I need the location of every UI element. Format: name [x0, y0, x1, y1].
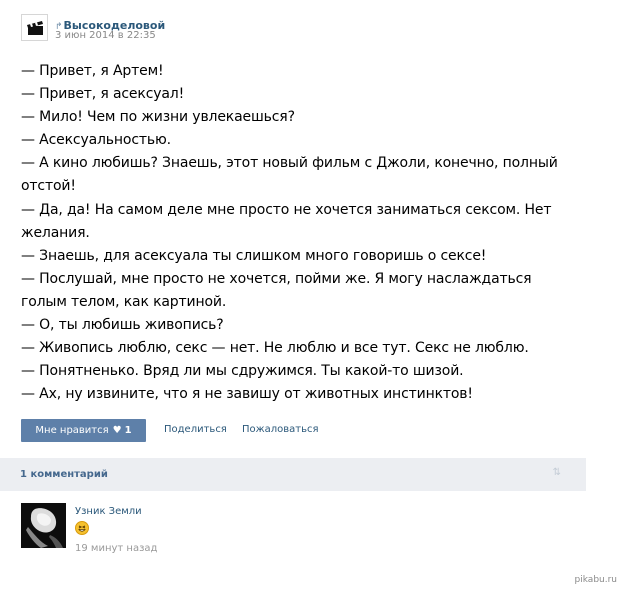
sort-arrows-icon[interactable]: ⇅	[552, 467, 561, 478]
post-text-line: — Живопись люблю, секс — нет. Не люблю и все тут. Секс не люблю.	[21, 340, 529, 357]
watermark: pikabu.ru	[574, 575, 617, 585]
like-button[interactable]	[21, 419, 146, 442]
like-count: 1	[124, 425, 132, 436]
post-text-line: желания.	[21, 224, 90, 241]
repost-icon: ↱	[55, 22, 63, 32]
like-label: Мне нравится	[35, 425, 109, 436]
avatar-photo	[21, 503, 66, 548]
post-text-line: — Мило! Чем по жизни увлекаешься?	[21, 109, 295, 126]
post-text-line: отстой!	[21, 178, 76, 195]
comments-header[interactable]	[0, 458, 586, 491]
post-text-line: — Привет, я Артем!	[21, 63, 164, 79]
report-link[interactable]: Пожаловаться	[242, 424, 319, 435]
post-text-line: голым телом, как картиной.	[21, 293, 227, 310]
author-avatar[interactable]	[21, 14, 48, 41]
clapperboard-icon	[22, 15, 47, 40]
post-date[interactable]: 3 июн 2014 в 22:35	[55, 30, 156, 41]
commenter-name-link[interactable]: Узник Земли	[75, 506, 142, 517]
post-text-line: — Да, да! На самом деле мне просто не хочется заниматься сексом. Нет	[21, 201, 552, 218]
commenter-avatar[interactable]	[21, 503, 66, 548]
heart-icon: ♥	[112, 425, 122, 436]
post-text-line: — Ах, ну извините, что я не завишу от животных инстинктов!	[21, 386, 473, 403]
post-text-line: — Послушай, мне просто не хочется, пойми же. Я могу наслаждаться	[21, 270, 532, 287]
comment-time[interactable]: 19 минут назад	[75, 543, 158, 554]
comments-count: 1 комментарий	[20, 469, 108, 480]
post-text-line: — О, ты любишь живопись?	[21, 317, 224, 334]
post-text-line: — Понятненько. Вряд ли мы сдружимся. Ты какой-то шизой.	[21, 363, 464, 380]
share-link[interactable]: Поделиться	[164, 424, 227, 435]
author-name-link[interactable]: Высокоделовой	[63, 19, 166, 32]
grinning-face-icon	[75, 521, 89, 535]
post-text-line: — А кино любишь? Знаешь, этот новый фильм с Джоли, конечно, полный	[21, 155, 558, 172]
post-text-line: — Знаешь, для асексуала ты слишком много говоришь о сексе!	[21, 247, 487, 264]
post-text	[21, 60, 581, 406]
post-text-line: — Привет, я асексуал!	[21, 86, 185, 103]
post-text-line: — Асексуальностью.	[21, 132, 171, 149]
